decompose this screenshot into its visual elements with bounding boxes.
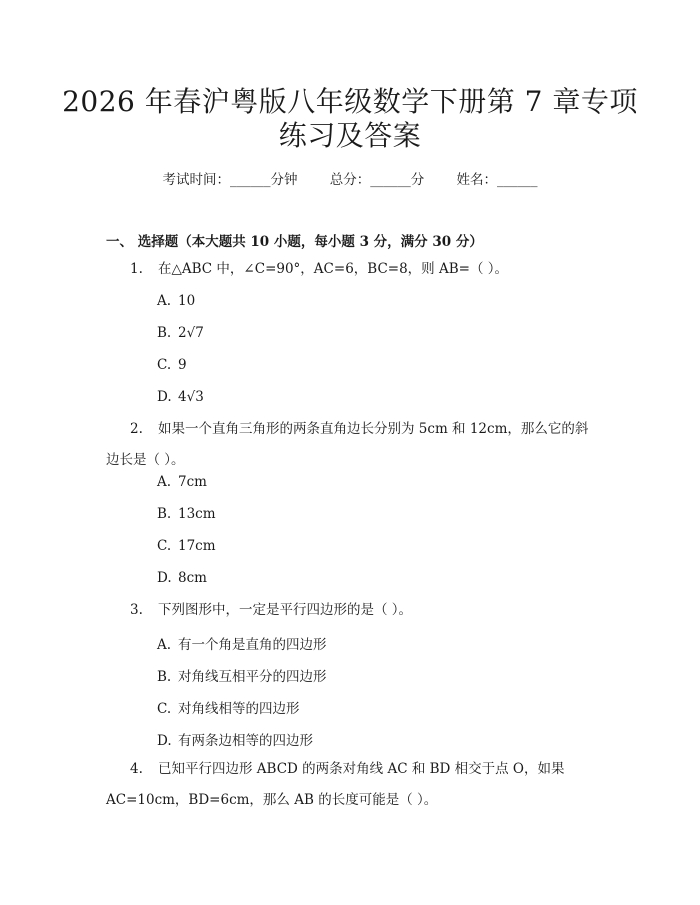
option-text: 4√3 — [178, 389, 204, 405]
option-label: B. — [157, 325, 172, 341]
option-text: 对角线互相平分的四边形 — [178, 669, 327, 685]
option-1c — [157, 357, 187, 373]
option-2b — [157, 506, 216, 522]
question-number: 2. — [130, 421, 143, 437]
option-text: 8cm — [178, 570, 207, 586]
option-text: 2√7 — [178, 325, 204, 341]
question-text: 下列图形中，一定是平行四边形的是（ ）。 — [158, 602, 413, 618]
question-text: 已知平行四边形 ABCD 的两条对角线 AC 和 BD 相交于点 O，如果 AC=10cm，BD=6cm，那么 AB 的长度可能是（ ）。 — [106, 761, 565, 808]
option-3d — [157, 729, 313, 749]
question-3 — [106, 595, 596, 626]
question-number: 3. — [130, 602, 143, 618]
option-label: B. — [157, 506, 172, 522]
exam-info-row — [0, 168, 700, 188]
page-title-line-1: 2026 年春沪粤版八年级数学下册第 7 章专项 — [62, 85, 638, 118]
section-heading: 一、 选择题（本大题共 10 小题，每小题 3 分，满分 30 分） — [106, 234, 483, 250]
total-score-field: 总分：______分 — [329, 172, 425, 188]
option-label: A. — [157, 474, 172, 490]
option-label: A. — [157, 637, 172, 653]
option-3a — [157, 633, 327, 653]
question-4 — [106, 754, 596, 816]
question-text: 在△ABC 中，∠C=90°，AC=6，BC=8，则 AB=（ ）。 — [158, 261, 508, 277]
page-title-line-2: 练习及答案 — [278, 119, 422, 152]
option-label: C. — [157, 701, 172, 717]
exam-time-field: 考试时间：______分钟 — [162, 172, 298, 188]
option-2d — [157, 570, 207, 586]
option-3b — [157, 665, 327, 685]
option-label: C. — [157, 357, 172, 373]
option-label: B. — [157, 669, 172, 685]
option-text: 10 — [178, 293, 196, 309]
option-text: 有一个角是直角的四边形 — [178, 637, 327, 653]
option-text: 有两条边相等的四边形 — [178, 733, 313, 749]
question-2 — [106, 414, 596, 476]
question-number: 4. — [130, 761, 143, 777]
option-1b — [157, 325, 204, 341]
option-2c — [157, 538, 216, 554]
student-name-field: 姓名：______ — [456, 172, 538, 188]
question-1 — [106, 254, 596, 285]
option-label: D. — [157, 389, 172, 405]
option-text: 7cm — [178, 474, 207, 490]
option-text: 13cm — [178, 506, 216, 522]
option-label: C. — [157, 538, 172, 554]
option-3c — [157, 697, 300, 717]
question-number: 1. — [130, 261, 143, 277]
question-text: 如果一个直角三角形的两条直角边长分别为 5cm 和 12cm，那么它的斜边长是（ ）。 — [106, 421, 589, 468]
option-label: D. — [157, 733, 172, 749]
option-2a — [157, 474, 207, 490]
option-text: 9 — [178, 357, 187, 373]
option-1d — [157, 389, 204, 405]
option-1a — [157, 293, 195, 309]
option-label: D. — [157, 570, 172, 586]
option-text: 对角线相等的四边形 — [178, 701, 300, 717]
option-text: 17cm — [178, 538, 216, 554]
option-label: A. — [157, 293, 172, 309]
